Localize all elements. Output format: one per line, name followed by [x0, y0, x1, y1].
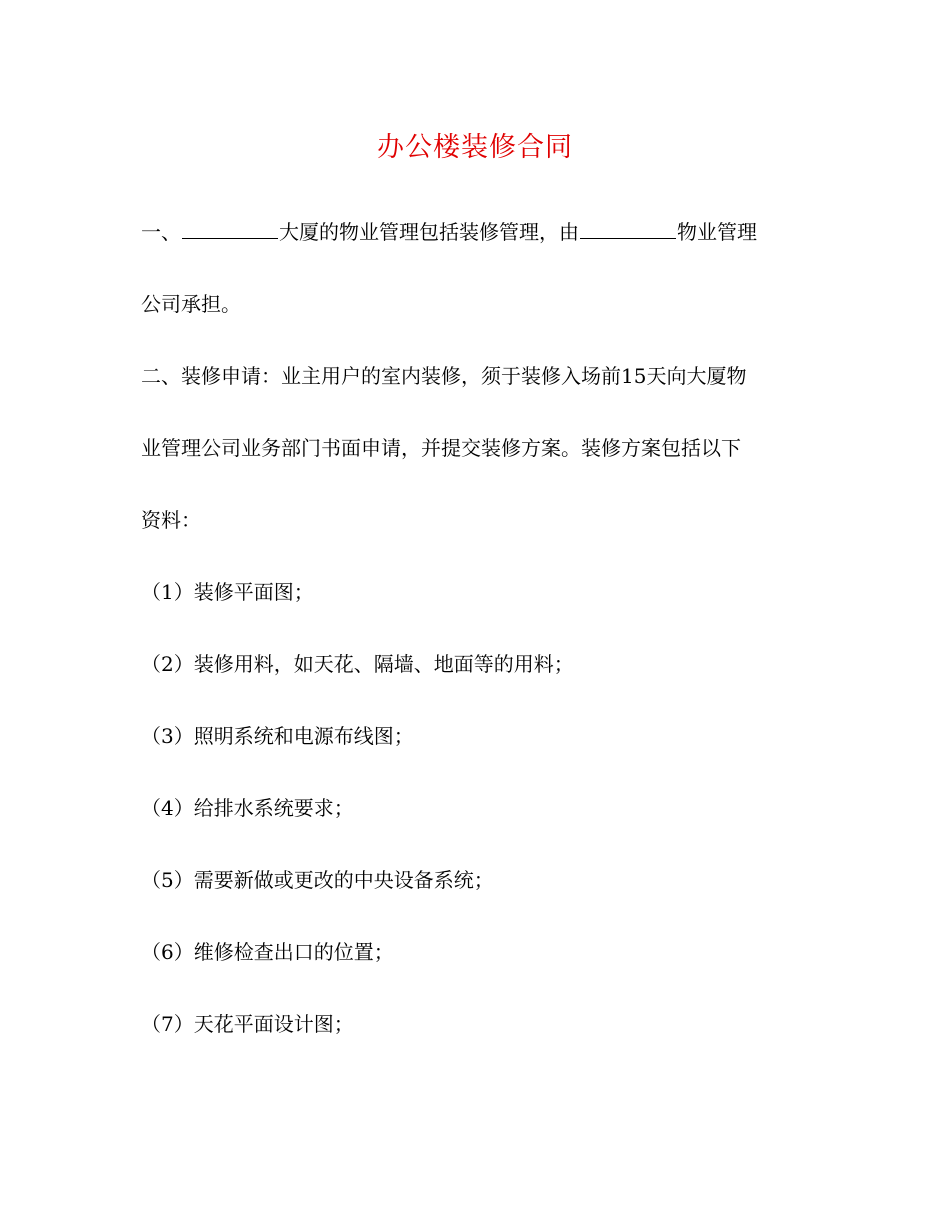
list-item — [141, 862, 821, 898]
clause-2-line-1: 二、装修申请：业主用户的室内装修，须于装修入场前15天向大厦物 — [141, 364, 747, 388]
list-item — [141, 646, 821, 682]
document-title: 办公楼装修合同 — [377, 132, 573, 163]
list-item — [141, 790, 821, 826]
blank-field-company — [580, 218, 676, 239]
list-item-number: （6） — [141, 940, 194, 964]
clause-2-line-3: 资料： — [141, 508, 201, 532]
list-item-number: （4） — [141, 796, 194, 820]
list-item-text: 给排水系统要求； — [193, 796, 354, 820]
clause-1-line-1 — [141, 214, 821, 250]
list-item — [141, 1006, 821, 1042]
clause-2-line-2: 业管理公司业务部门书面申请，并提交装修方案。装修方案包括以下 — [141, 436, 741, 460]
list-item-number: （3） — [141, 724, 194, 748]
blank-field-building — [182, 218, 278, 239]
list-item-text: 装修用料，如天花、隔墙、地面等的用料； — [193, 652, 574, 676]
clause-1-suffix: 物业管理 — [677, 220, 757, 244]
clause-1-prefix: 一、 — [141, 220, 181, 244]
list-item-text: 照明系统和电源布线图； — [193, 724, 414, 748]
list-item-text: 天花平面设计图； — [193, 1012, 354, 1036]
document-body — [141, 214, 821, 1078]
clause-1-middle: 大厦的物业管理包括装修管理，由 — [279, 220, 579, 244]
clause-1-line-2: 公司承担。 — [141, 292, 241, 316]
list-item-number: （2） — [141, 652, 194, 676]
list-item-number: （5） — [141, 868, 194, 892]
list-item-number: （7） — [141, 1012, 194, 1036]
list-item — [141, 934, 821, 970]
list-item-number: （1） — [141, 580, 194, 604]
list-item-text: 需要新做或更改的中央设备系统； — [193, 868, 494, 892]
list-item-text: 维修检查出口的位置； — [193, 940, 394, 964]
list-item-text: 装修平面图； — [193, 580, 314, 604]
list-item — [141, 718, 821, 754]
list-item — [141, 574, 821, 610]
